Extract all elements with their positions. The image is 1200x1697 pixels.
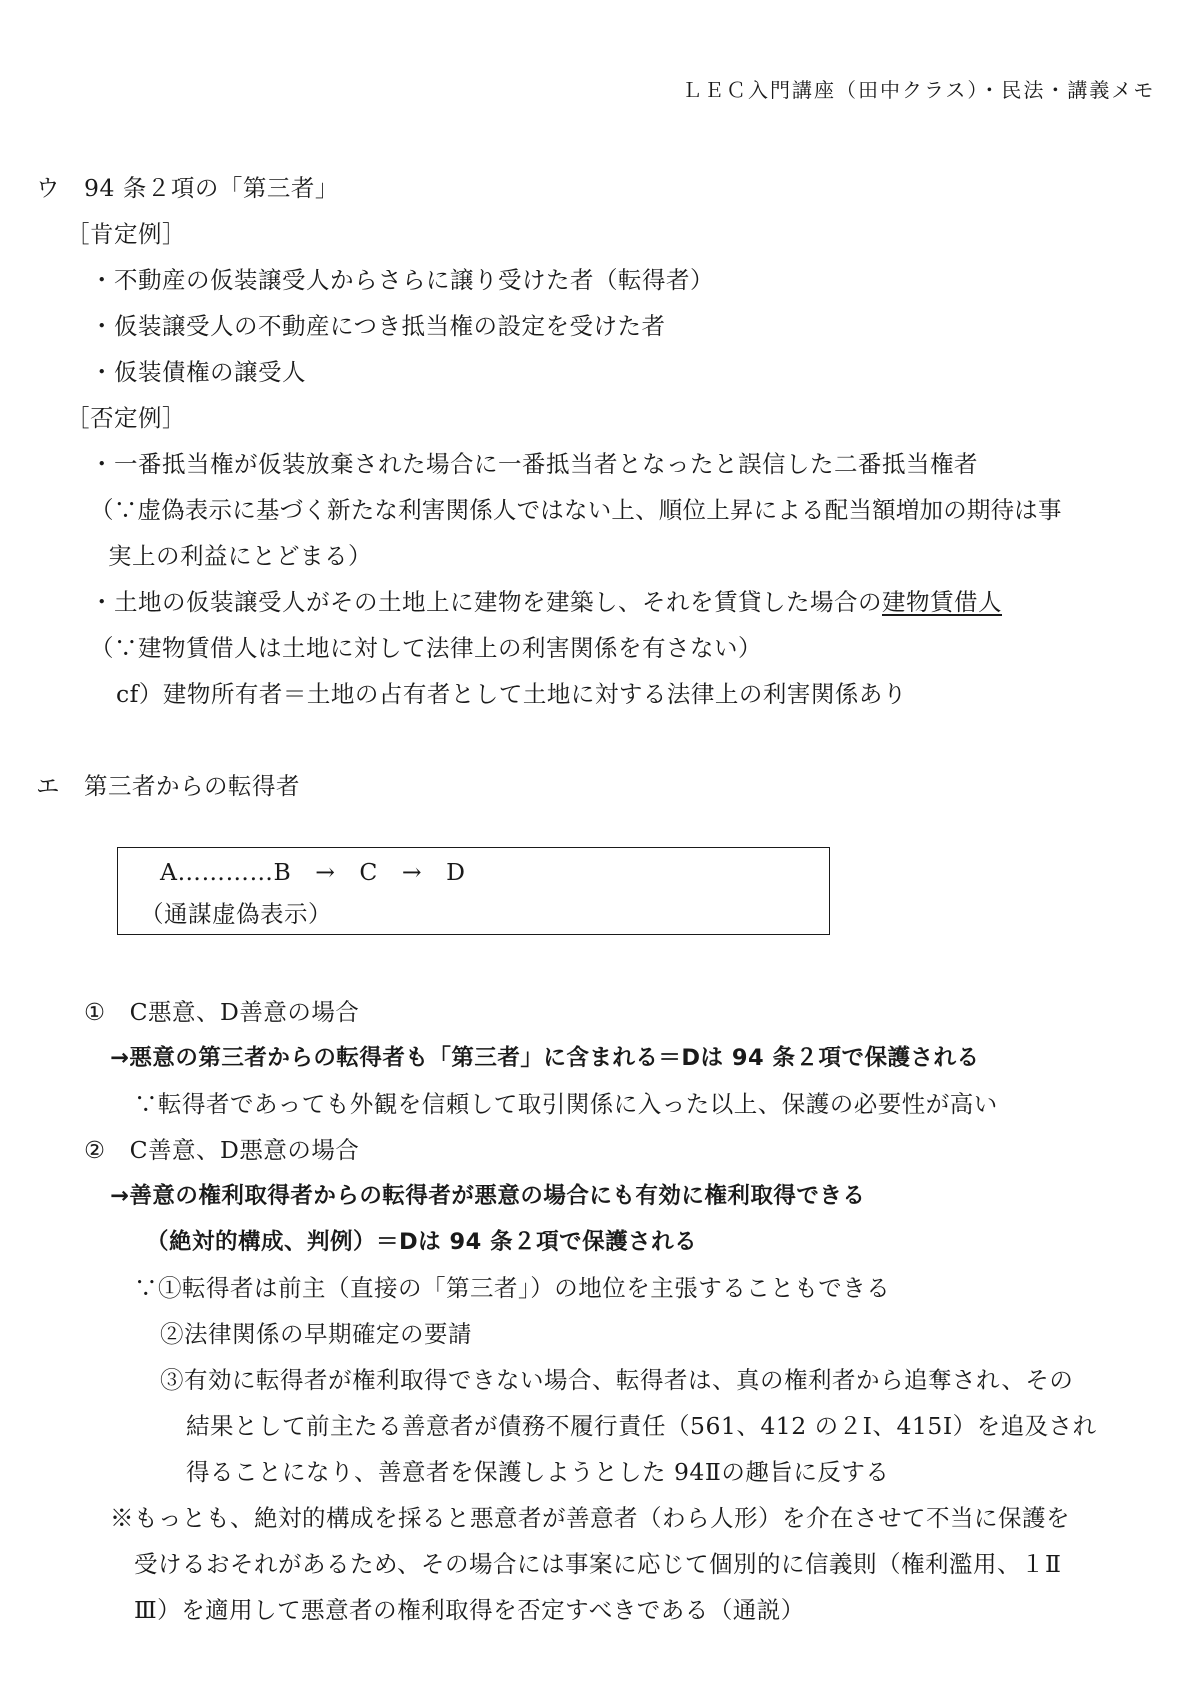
negative-examples-label: ［否定例］ (66, 404, 186, 432)
case-2-reason-2: ②法律関係の早期確定の要請 (160, 1320, 472, 1348)
negative-example-2-cf: cf）建物所有者＝土地の占有者として土地に対する法律上の利害関係あり (116, 680, 907, 708)
case-2-reason-3-cont: 結果として前主たる善意者が債務不履行責任（561、412 の２Ⅰ、415Ⅰ）を追及され (186, 1412, 1097, 1440)
section-u-heading: ウ 94 条２項の「第三者」 (36, 174, 339, 202)
affirmative-example-3: ・仮装債権の譲受人 (90, 358, 306, 386)
affirmative-examples-label: ［肯定例］ (66, 220, 186, 248)
case-2-reason-3: ③有効に転得者が権利取得できない場合、転得者は、真の権利者から追奪され、その (160, 1366, 1074, 1394)
page-header: ＬＥＣ入門講座（田中クラス）・民法・講義メモ (682, 78, 1156, 102)
affirmative-example-1: ・不動産の仮装譲受人からさらに譲り受けた者（転得者） (90, 266, 714, 294)
case-1-conclusion: →悪意の第三者からの転得者も「第三者」に含まれる＝Dは 94 条２項で保護される (110, 1045, 980, 1071)
negative-example-2-reason: （∵建物賃借人は土地に対して法律上の利害関係を有さない） (90, 634, 762, 662)
negative-example-2 (90, 586, 1002, 618)
note-line-1: ※もっとも、絶対的構成を採ると悪意者が善意者（わら人形）を介在させて不当に保護を (110, 1504, 1070, 1532)
negative-example-1: ・一番抵当権が仮装放棄された場合に一番抵当者となったと誤信した二番抵当権者 (90, 450, 978, 478)
case-2-reason-3-end: 得ることになり、善意者を保護しようとした 94Ⅱの趣旨に反する (186, 1458, 890, 1486)
case-2-reason-1: ∵①転得者は前主（直接の「第三者」）の地位を主張することもできる (134, 1274, 891, 1302)
section-e-heading: エ 第三者からの転得者 (36, 772, 300, 800)
note-line-2: 受けるおそれがあるため、その場合には事案に応じて個別的に信義則（権利濫用、１Ⅱ (134, 1550, 1062, 1578)
affirmative-example-2: ・仮装譲受人の不動産につき抵当権の設定を受けた者 (90, 312, 666, 340)
case-2-conclusion: →善意の権利取得者からの転得者が悪意の場合にも有効に権利取得できる (110, 1183, 866, 1209)
note-line-3: Ⅲ）を適用して悪意者の権利取得を否定すべきである（通説） (134, 1596, 805, 1624)
transfer-chain: A…………B → C → D (160, 858, 466, 886)
negative-example-2-text: ・土地の仮装譲受人がその土地上に建物を建築し、それを賃貸した場合の (90, 588, 882, 616)
case-2-heading: ② C善意、D悪意の場合 (84, 1136, 360, 1164)
building-lessee-term: 建物賃借人 (882, 588, 1002, 616)
negative-example-1-reason: （∵虚偽表示に基づく新たな利害関係人ではない上、順位上昇による配当額増加の期待は事 (90, 496, 1062, 524)
case-1-heading: ① C悪意、D善意の場合 (84, 998, 360, 1026)
transfer-chain-note: （通謀虚偽表示） (140, 900, 332, 928)
case-2-conclusion-cont: （絶対的構成、判例）＝Dは 94 条２項で保護される (146, 1229, 698, 1255)
negative-example-1-reason-cont: 実上の利益にとどまる） (108, 542, 372, 570)
case-1-reason: ∵転得者であっても外観を信頼して取引関係に入った以上、保護の必要性が高い (134, 1090, 998, 1118)
